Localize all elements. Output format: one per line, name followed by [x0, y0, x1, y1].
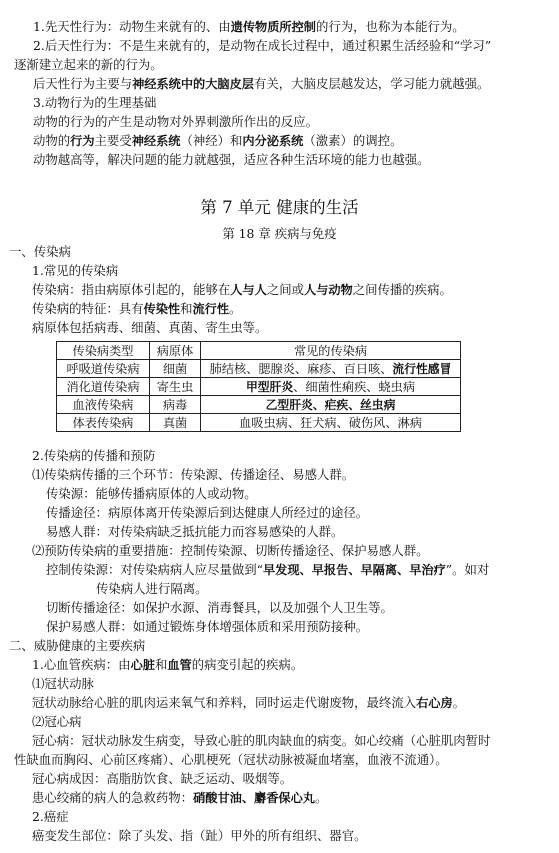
pathogen-cell: 细菌: [150, 360, 201, 378]
text-line: [32, 301, 241, 317]
text-run: 控制传染源：对传染病病人应尽量做到“: [46, 562, 263, 577]
bold-term: 硝酸甘油、麝香保心丸: [193, 791, 315, 805]
text-run: 2.癌症: [32, 809, 69, 824]
text-line: [32, 263, 118, 279]
text-run: 传染源：能够传播病原体的人或动物。: [46, 486, 257, 501]
bold-term: 流行性: [192, 302, 230, 316]
text-line: [32, 809, 69, 825]
text-line: [32, 282, 452, 298]
text-line: [33, 76, 489, 92]
text-line: [32, 695, 465, 711]
bold-term: 内分泌系统: [242, 134, 304, 148]
text-run: 冠心病：冠状动脉发生病变，导致心脏的肌肉缺血的病变。如心绞痛（心脏肌肉暂时: [32, 733, 491, 748]
text-run: 主要受: [94, 133, 132, 148]
text-run: 的行为，也称为本能行为。: [316, 19, 465, 34]
text-line: [46, 486, 257, 502]
text-run: 和: [154, 657, 168, 672]
text-run: 冠心病成因：高脂肪饮食、缺乏运动、吸烟等。: [32, 771, 293, 786]
text-line: [32, 828, 367, 844]
text-line: [96, 581, 208, 597]
text-line: [46, 600, 393, 616]
text-line: [9, 244, 71, 260]
text-run: 1.心血管疾病：由: [32, 657, 131, 672]
text-run: 癌变发生部位：除了头发、指（趾）甲外的所有组织、器官。: [32, 828, 367, 843]
disease-type-cell: 呼吸道传染病: [57, 360, 150, 378]
text-line: [33, 133, 402, 149]
text-run: 动物越高等，解决问题的能力就越强，适应各种生活环境的能力也越强。: [33, 152, 430, 167]
text-run: ”。如对: [445, 562, 490, 577]
text-line: [32, 790, 327, 806]
text-run: （神经）和: [180, 133, 243, 148]
text-line: [32, 467, 354, 483]
table-header-diseases: 常见的传染病: [201, 342, 461, 360]
bold-term: 早发现、早报告、早隔离、早治疗: [262, 563, 446, 577]
text-run: 传染病人进行隔离。: [96, 581, 208, 596]
text-run: 后天性行为主要与: [33, 76, 133, 91]
text-run: ⑴冠状动脉: [32, 676, 94, 691]
text-run: 。: [314, 790, 328, 805]
text-run: 之间传播的疾病。: [352, 282, 452, 297]
text-line: [32, 657, 303, 673]
text-run: 动物的行为的产生是动物对外界刺激所作出的反应。: [33, 114, 318, 129]
diseases-cell: [201, 360, 461, 378]
text-line: [33, 114, 318, 130]
text-run: 之间或: [266, 282, 304, 297]
text-run: 的病变引起的疾病。: [191, 657, 304, 672]
text-line: [32, 733, 490, 749]
bold-term: 右心房: [416, 696, 453, 710]
text-line: [32, 448, 155, 464]
text-run: （激素）的调控。: [303, 133, 403, 148]
chapter-title: 第 18 章 疾病与免疫: [222, 226, 337, 241]
text-line: [14, 752, 448, 768]
text-run: 二、威胁健康的主要疾病: [9, 638, 146, 653]
table-row: [57, 396, 461, 414]
text-run: 传播途径：病原体离开传染源后到达健康人所经过的途径。: [46, 505, 369, 520]
text-run: 1.常见的传染病: [32, 263, 119, 278]
bold-term: 神经系统: [131, 134, 181, 148]
text-run: 逐渐建立起来的新的行为。: [14, 57, 163, 72]
bold-term: 人与人: [230, 283, 267, 297]
bold-term: 心脏: [130, 658, 155, 672]
table-header-pathogen: 病原体: [150, 342, 201, 360]
unit-title: 第 7 单元 健康的生活: [200, 198, 359, 217]
text-line: [46, 562, 489, 578]
text-line: [32, 714, 82, 730]
text-run: 1.先天性行为：动物生来就有的、由: [33, 19, 231, 34]
text-line: [33, 152, 430, 168]
text-run: 2.传染病的传播和预防: [32, 448, 156, 463]
text-run: 3.动物行为的生理基础: [33, 95, 157, 110]
bold-term: 流行性感冒: [392, 361, 452, 376]
diseases-cell: [201, 414, 461, 432]
text-run: 易感人群：对传染病缺乏抵抗能力而容易感染的人群。: [46, 524, 344, 539]
pathogen-cell: 寄生虫: [150, 378, 201, 396]
text-run: 传染病：指由病原体引起的，能够在: [32, 282, 231, 297]
disease-type-cell: 消化道传染病: [57, 378, 150, 396]
bold-term: 人与动物: [303, 283, 353, 297]
text-run: 保护易感人群：如通过锻炼身体增强体质和采用预防接种。: [46, 619, 369, 634]
bold-term: 血管: [167, 658, 192, 672]
text-line: [33, 95, 156, 111]
text-run: 。: [229, 301, 242, 316]
text-line: [32, 320, 267, 336]
text-line: [46, 505, 368, 521]
text-run: 2.后天性行为：不是生来就有的，是动物在成长过程中，通过积累生活经验和“学习”: [33, 38, 492, 53]
bold-term: 乙型肝炎、疟疾、丝虫病: [265, 397, 396, 412]
bold-term: 遗传物质所控制: [230, 20, 316, 34]
table-header-row: [57, 342, 461, 360]
text-run: 有关，大脑皮层越发达，学习能力就越强。: [254, 76, 490, 91]
disease-type-cell: 血液传染病: [57, 396, 150, 414]
text-run: 、细菌性痢疾、蛲虫病: [293, 379, 416, 394]
text-run: 。: [452, 695, 466, 710]
text-run: 切断传播途径：如保护水源、消毒餐具，以及加强个人卫生等。: [46, 600, 393, 615]
text-line: [32, 676, 94, 692]
text-run: 传染病的特征：具有: [32, 301, 144, 316]
table-row: [57, 414, 461, 432]
text-run: 血吸虫病、狂犬病、破伤风、淋病: [239, 415, 422, 430]
text-run: 性缺血而胸闷、心前区疼痛）、心肌梗死（冠状动脉被凝血堵塞，血液不流通）。: [14, 752, 448, 767]
text-run: 病原体包括病毒、细菌、真菌、寄生虫等。: [32, 320, 268, 335]
text-line: [33, 38, 491, 54]
text-run: 和: [180, 301, 193, 316]
text-line: [46, 619, 368, 635]
text-run: 一、传染病: [9, 244, 71, 259]
bold-term: 神经系统中的大脑皮层: [132, 77, 254, 91]
diseases-cell: [201, 396, 461, 414]
bold-term: 行为: [70, 134, 95, 148]
text-line: [33, 19, 465, 35]
bold-term: 甲型肝炎: [245, 379, 294, 394]
text-run: 动物的: [33, 133, 71, 148]
text-line: [32, 543, 429, 559]
text-line: [9, 638, 145, 654]
text-run: 肺结核、腮腺炎、麻疹、百日咳、: [209, 361, 393, 376]
text-line: [32, 771, 292, 787]
text-line: [14, 57, 163, 73]
disease-type-cell: 体表传染病: [57, 414, 150, 432]
bold-term: 传染性: [143, 302, 181, 316]
table-row: [57, 378, 461, 396]
text-run: ⑵预防传染病的重要措施：控制传染源、切断传播途径、保护易感人群。: [32, 543, 429, 558]
pathogen-cell: 病毒: [150, 396, 201, 414]
text-run: 患心绞痛的病人的急救药物：: [32, 790, 194, 805]
text-line: [46, 524, 343, 540]
table-header-type: 传染病类型: [57, 342, 150, 360]
text-run: 冠状动脉给心脏的肌肉运来氧气和养料，同时运走代谢废物，最终流入: [32, 695, 417, 710]
infectious-disease-table: [56, 341, 461, 432]
pathogen-cell: 真菌: [150, 414, 201, 432]
table-row: [57, 360, 461, 378]
text-run: ⑴传染病传播的三个环节：传染源、传播途径、易感人群。: [32, 467, 355, 482]
text-run: ⑵冠心病: [32, 714, 82, 729]
diseases-cell: [201, 378, 461, 396]
